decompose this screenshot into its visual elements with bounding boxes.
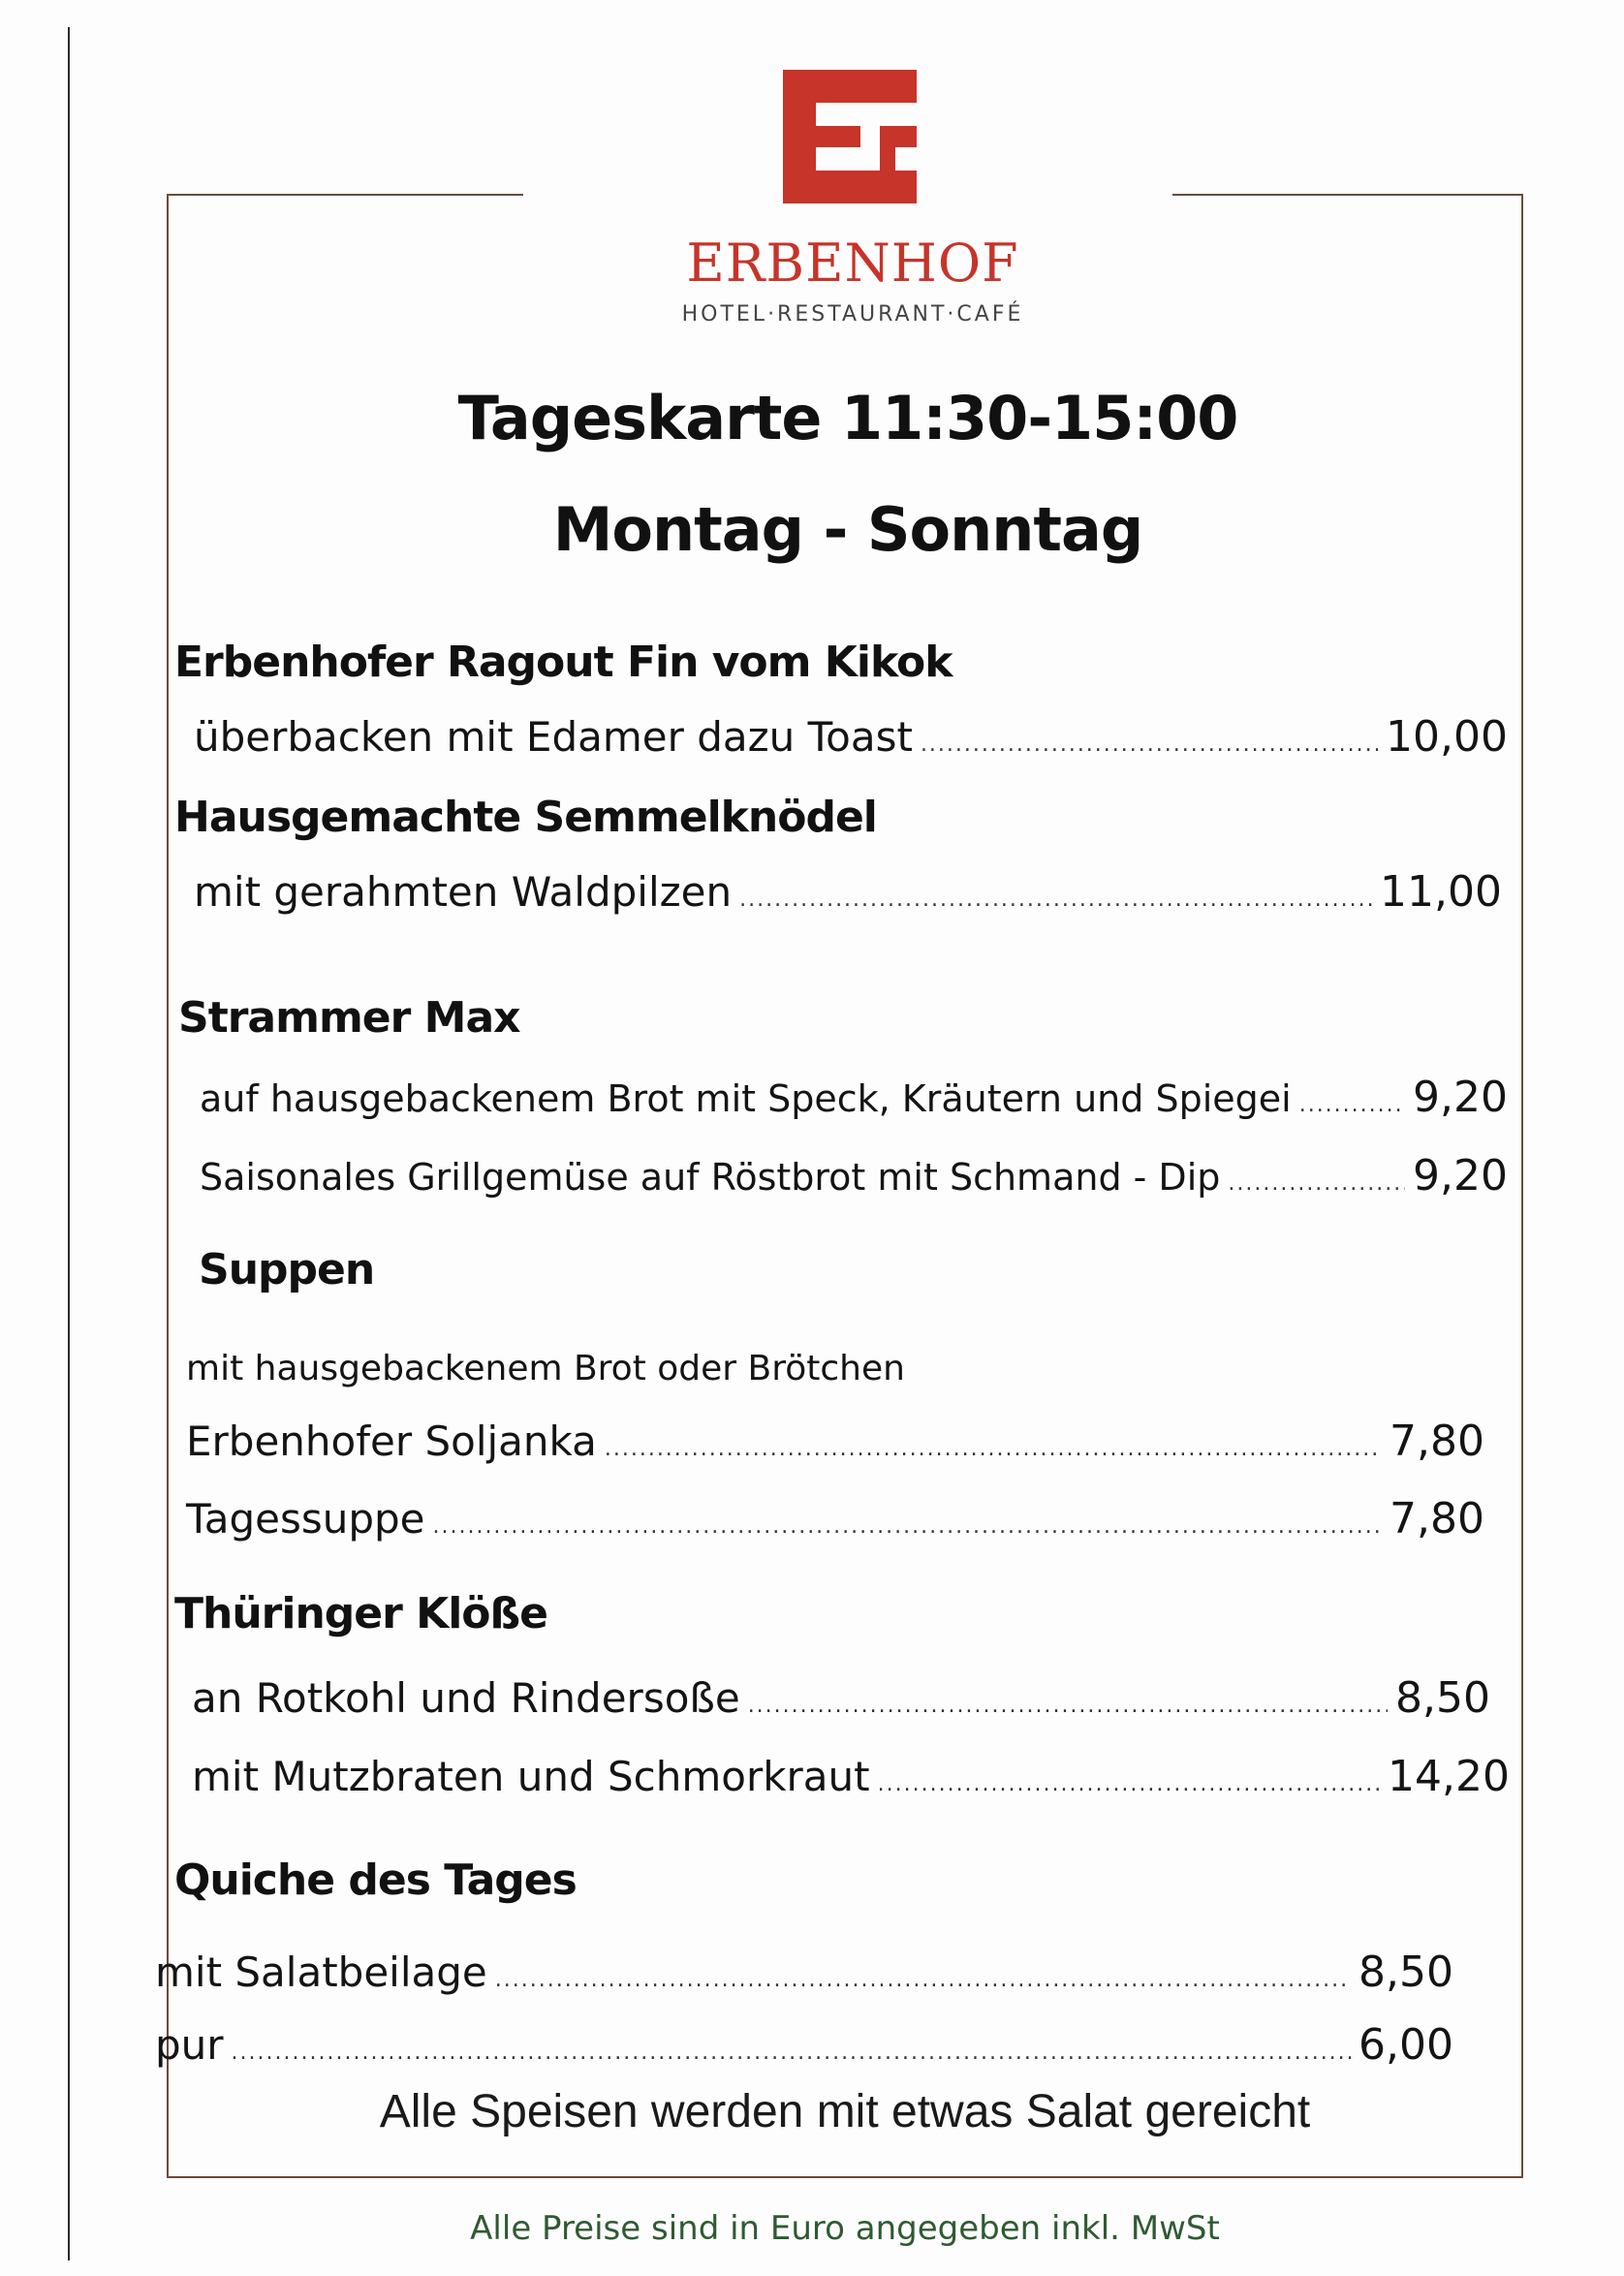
item-description: mit Mutzbraten und Schmorkraut bbox=[192, 1753, 870, 1800]
dot-leader bbox=[432, 1514, 1382, 1539]
menu-item bbox=[194, 712, 1508, 762]
item-description: auf hausgebackenem Brot mit Speck, Kräutern und Spiegei bbox=[200, 1077, 1292, 1120]
dot-leader bbox=[232, 2041, 1351, 2065]
menu-item bbox=[186, 1494, 1484, 1543]
section-title-suppen: Suppen bbox=[199, 1245, 375, 1294]
menu-title: Tageskarte 11:30-15:00 bbox=[457, 383, 1238, 453]
erbenhof-logo-icon bbox=[783, 70, 917, 203]
menu-item bbox=[155, 1948, 1453, 1997]
dot-leader bbox=[495, 1968, 1351, 1992]
item-price: 10,00 bbox=[1386, 712, 1508, 762]
dot-leader bbox=[1299, 1093, 1405, 1117]
menu-item bbox=[186, 1417, 1484, 1466]
dot-leader bbox=[1228, 1171, 1405, 1196]
item-price: 7,80 bbox=[1390, 1494, 1484, 1543]
dot-leader bbox=[605, 1437, 1382, 1461]
item-price: 7,80 bbox=[1390, 1417, 1484, 1466]
dot-leader bbox=[739, 888, 1372, 912]
vat-note: Alle Preise sind in Euro angegeben inkl. MwSt bbox=[470, 2209, 1220, 2248]
item-price: 9,20 bbox=[1413, 1151, 1508, 1200]
section-title-quiche: Quiche des Tages bbox=[174, 1855, 577, 1905]
item-description: mit gerahmten Waldpilzen bbox=[194, 868, 733, 916]
menu-item bbox=[192, 1673, 1490, 1723]
section-title-kloesse: Thüringer Klöße bbox=[174, 1589, 548, 1638]
soup-note: mit hausgebackenem Brot oder Brötchen bbox=[186, 1349, 905, 1388]
menu-days: Montag - Sonntag bbox=[552, 494, 1143, 565]
brand-name: ERBENHOF bbox=[686, 233, 1019, 294]
item-price: 8,50 bbox=[1395, 1673, 1490, 1723]
brand-subtitle: HOTEL·RESTAURANT·CAFÉ bbox=[681, 302, 1024, 327]
item-description: Tagessuppe bbox=[186, 1495, 425, 1543]
menu-item bbox=[192, 1752, 1510, 1801]
section-title-ragout: Erbenhofer Ragout Fin vom Kikok bbox=[174, 638, 953, 687]
menu-item bbox=[200, 1073, 1508, 1122]
item-price: 14,20 bbox=[1388, 1752, 1510, 1801]
item-description: mit Salatbeilage bbox=[155, 1949, 487, 1996]
item-price: 8,50 bbox=[1359, 1948, 1453, 1997]
menu-item bbox=[194, 867, 1502, 917]
item-description: Saisonales Grillgemüse auf Röstbrot mit Schmand - Dip bbox=[200, 1156, 1221, 1199]
item-description: Erbenhofer Soljanka bbox=[186, 1418, 597, 1465]
item-description: überbacken mit Edamer dazu Toast bbox=[194, 713, 913, 761]
binding-line bbox=[68, 27, 70, 2260]
dot-leader bbox=[921, 733, 1378, 757]
item-price: 6,00 bbox=[1359, 2020, 1453, 2070]
item-price: 11,00 bbox=[1380, 867, 1502, 917]
item-description: an Rotkohl und Rindersoße bbox=[192, 1674, 740, 1722]
section-title-strammer-max: Strammer Max bbox=[178, 993, 520, 1043]
dot-leader bbox=[748, 1694, 1388, 1718]
menu-item bbox=[200, 1151, 1508, 1200]
item-description: pur bbox=[155, 2021, 224, 2069]
salad-note: Alle Speisen werden mit etwas Salat gereicht bbox=[379, 2086, 1311, 2137]
item-price: 9,20 bbox=[1413, 1073, 1508, 1122]
menu-item bbox=[155, 2020, 1453, 2070]
dot-leader bbox=[878, 1772, 1380, 1796]
section-title-knoedel: Hausgemachte Semmelknödel bbox=[174, 793, 877, 842]
